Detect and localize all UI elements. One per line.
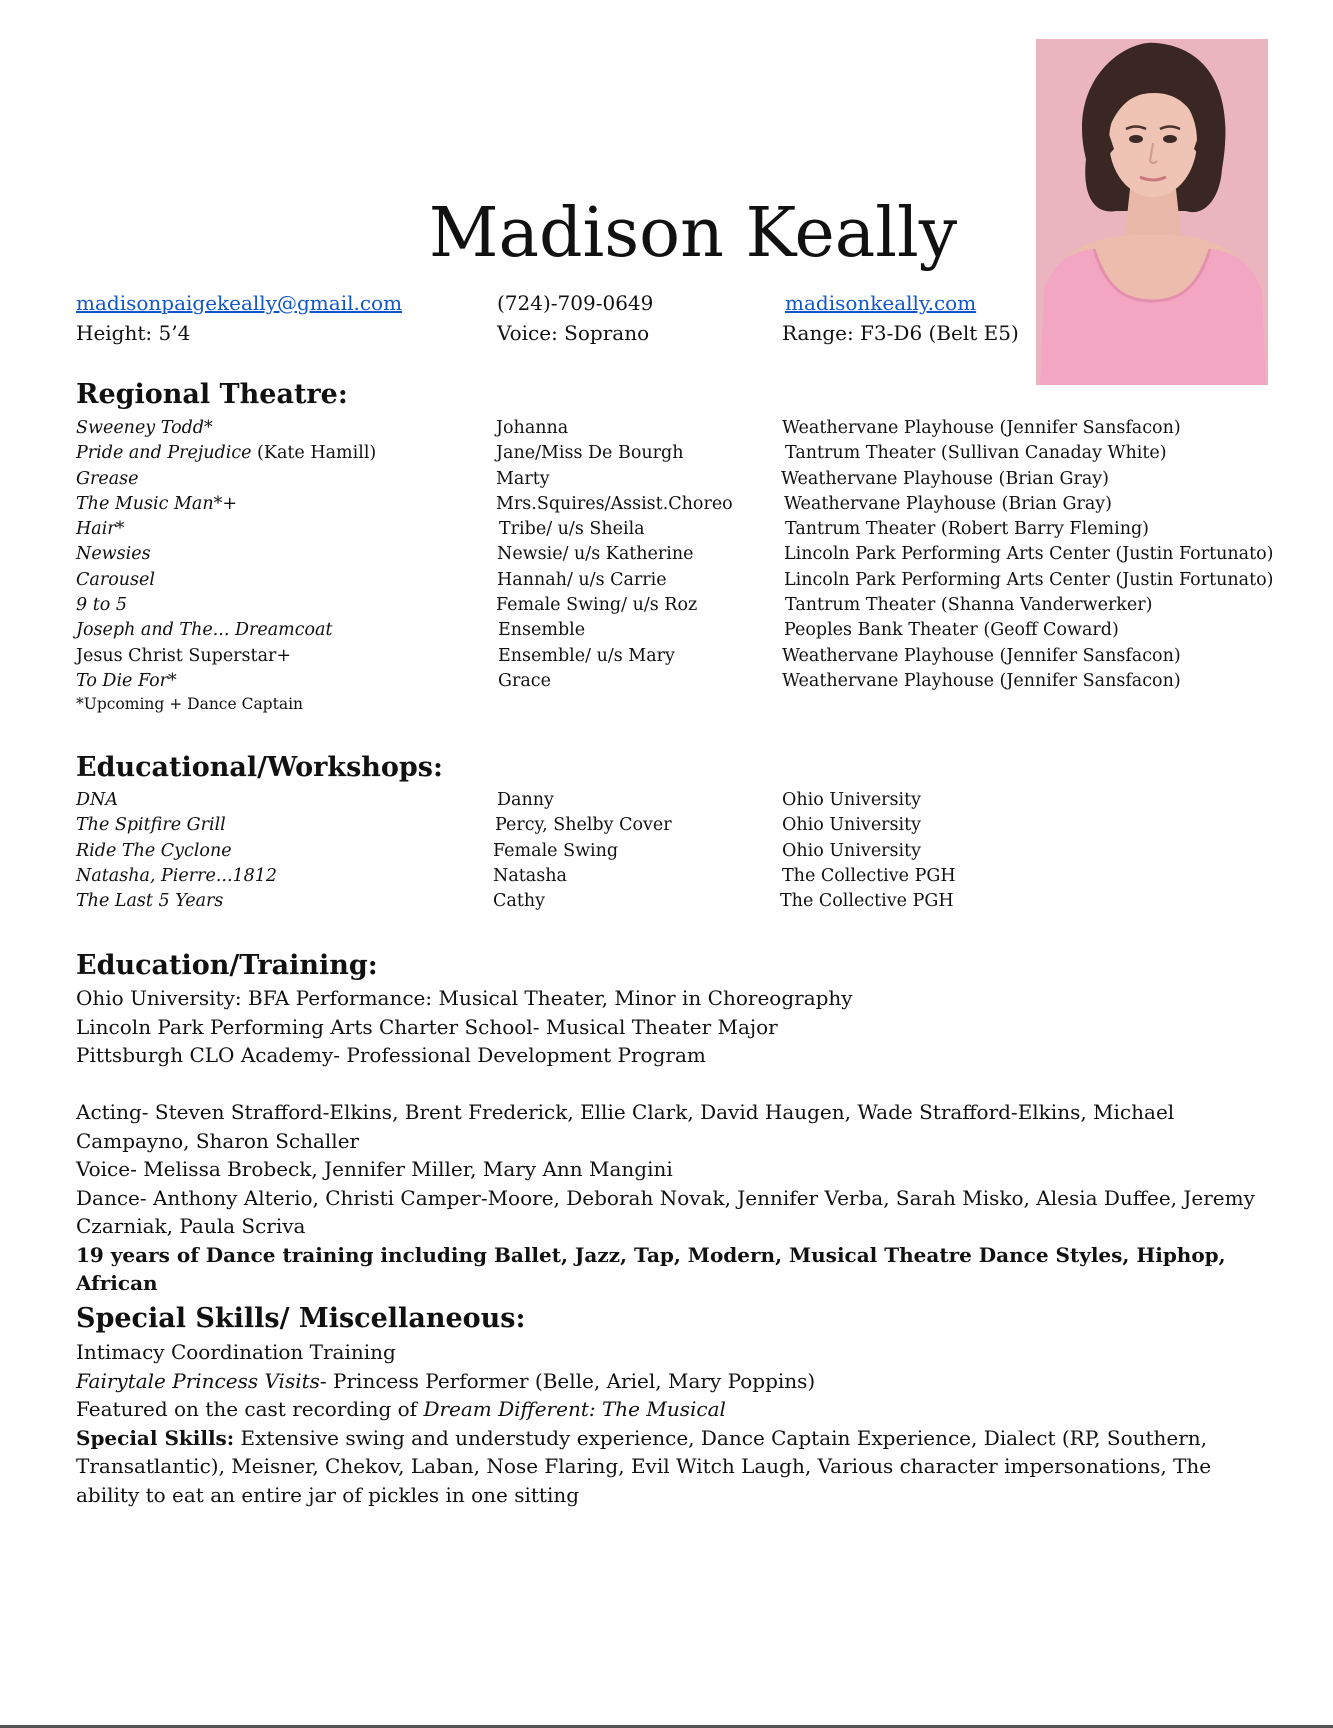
vocal-range: Range: F3-D6 (Belt E5) <box>782 321 1019 345</box>
credit-row <box>76 517 1276 542</box>
school-line: Ohio University: BFA Performance: Musical Theater, Minor in Choreography <box>76 986 853 1010</box>
fairytale-detail: - Princess Performer (Belle, Ariel, Mary Poppins) <box>319 1368 816 1393</box>
credit-row <box>76 813 1276 838</box>
credit-row <box>76 889 1276 914</box>
show-title: Grease <box>76 468 139 489</box>
credit-row <box>76 467 1276 492</box>
special-skills-text: Extensive swing and understudy experience, Dance Captain Experience, Dialect (RP, Southern, Transatlantic), Meisner, Chekov, Laban, Nose Flaring, Evil Witch Laugh, Various character impersonations, The ability to eat an entire jar of pickles in one sitting <box>76 1425 1212 1507</box>
fairytale-title: Fairytale Princess Visits <box>76 1368 320 1393</box>
phone-number: (724)-709-0649 <box>497 291 654 315</box>
credit-venue: Ohio University <box>782 790 922 810</box>
headshot-illustration <box>1036 39 1268 385</box>
credit-show <box>76 593 127 618</box>
show-title: To Die For* <box>76 670 177 691</box>
credit-row <box>76 864 1276 889</box>
intimacy-training: Intimacy Coordination Training <box>76 1340 396 1364</box>
show-title: The Music Man*+ <box>76 493 238 514</box>
credit-role: Cathy <box>493 891 546 912</box>
credit-role: Jane/Miss De Bourgh <box>496 443 684 464</box>
credit-venue: Weathervane Playhouse (Brian Gray) <box>781 468 1109 489</box>
credit-row <box>76 416 1276 441</box>
credit-show: The Spitfire Grill <box>76 815 226 836</box>
credit-show <box>76 644 291 669</box>
credit-row <box>76 618 1276 643</box>
credit-role: Johanna <box>496 418 569 438</box>
fairytale-line <box>76 1367 1266 1396</box>
education-training-heading: Education/Training: <box>76 950 378 981</box>
skills-block <box>76 1338 1266 1509</box>
voice-teachers: Voice- Melissa Brobeck, Jennifer Miller, Mary Ann Mangini <box>76 1157 673 1181</box>
credit-venue: Tantrum Theater (Shanna Vanderwerker) <box>785 595 1153 616</box>
show-title: Jesus Christ Superstar+ <box>76 645 292 666</box>
show-title: Pride and Prejudice <box>76 443 252 464</box>
credit-show <box>76 517 124 542</box>
credit-role: Female Swing <box>493 840 619 861</box>
credit-role: Ensemble <box>498 620 586 641</box>
dance-teachers: Dance- Anthony Alterio, Christi Camper-Moore, Deborah Novak, Jennifer Verba, Sarah Misko, Alesia Duffee, Jeremy Czarniak, Paula Scriva <box>76 1185 1255 1238</box>
email-field <box>76 288 402 318</box>
credit-show <box>76 492 237 517</box>
regional-theatre-heading: Regional Theatre: <box>76 379 348 410</box>
credit-venue: Tantrum Theater (Robert Barry Fleming) <box>785 519 1150 540</box>
credit-role: Grace <box>498 670 551 691</box>
credit-row <box>76 441 1276 466</box>
credit-show <box>76 467 138 492</box>
educational-credits-list <box>76 788 1276 914</box>
credit-row <box>76 644 1276 669</box>
credits-footnote: *Upcoming + Dance Captain <box>76 695 304 713</box>
credit-show <box>76 542 151 567</box>
credit-row <box>76 788 1276 813</box>
credit-role: Hannah/ u/s Carrie <box>497 569 667 590</box>
credit-role: Marty <box>496 468 550 489</box>
credit-row <box>76 839 1276 864</box>
credit-venue: Ohio University <box>782 840 922 861</box>
show-title: Newsies <box>76 544 151 565</box>
credit-show <box>76 618 333 643</box>
dance-training-summary: 19 years of Dance training including Ballet, Jazz, Tap, Modern, Musical Theatre Dance Styles, Hiphop, African <box>76 1242 1226 1295</box>
school-line: Pittsburgh CLO Academy- Professional Development Program <box>76 1043 706 1067</box>
credit-row <box>76 669 1276 694</box>
credit-show <box>76 441 376 466</box>
credit-row <box>76 593 1276 618</box>
credit-show: DNA <box>76 790 118 810</box>
show-title: Hair* <box>76 519 125 540</box>
credit-role: Ensemble/ u/s Mary <box>498 645 675 666</box>
show-playwright: (Kate Hamill) <box>251 443 377 464</box>
show-title: Carousel <box>76 569 155 590</box>
actor-name: Madison Keally <box>428 193 958 273</box>
credit-venue: The Collective PGH <box>780 891 954 912</box>
show-title: 9 to 5 <box>76 595 127 616</box>
email-link[interactable]: madisonpaigekeally@gmail.com <box>76 291 403 315</box>
credit-row <box>76 568 1276 593</box>
training-block <box>76 984 1266 1298</box>
credit-role: Tribe/ u/s Sheila <box>499 519 645 540</box>
website-field <box>785 288 976 318</box>
credit-venue: Ohio University <box>782 815 922 836</box>
credit-venue: Weathervane Playhouse (Jennifer Sansfacon) <box>782 670 1181 691</box>
headshot-photo <box>1036 39 1268 385</box>
credit-venue: Weathervane Playhouse (Brian Gray) <box>784 493 1112 514</box>
credit-role: Natasha <box>493 865 567 886</box>
voice-type: Voice: Soprano <box>497 321 650 345</box>
show-title: Sweeney Todd* <box>76 418 213 438</box>
featured-prefix: Featured on the cast recording of <box>76 1397 424 1421</box>
special-skills-heading: Special Skills/ Miscellaneous: <box>76 1303 526 1334</box>
show-title: Joseph and The... Dreamcoat <box>76 620 333 641</box>
special-skills-line <box>76 1424 1266 1510</box>
credit-venue: Lincoln Park Performing Arts Center (Justin Fortunato) <box>784 544 1274 565</box>
credit-venue: Peoples Bank Theater (Geoff Coward) <box>784 620 1119 641</box>
credit-venue: The Collective PGH <box>782 865 956 886</box>
spacer <box>76 1070 1266 1099</box>
educational-workshops-heading: Educational/Workshops: <box>76 752 443 783</box>
credit-show: Ride The Cyclone <box>76 840 232 861</box>
credit-row <box>76 542 1276 567</box>
height-stat: Height: 5’4 <box>76 321 191 345</box>
credit-role: Mrs.Squires/Assist.Choreo <box>496 493 733 514</box>
acting-teachers: Acting- Steven Strafford-Elkins, Brent Frederick, Ellie Clark, David Haugen, Wade Strafford-Elkins, Michael Campayno, Sharon Schaller <box>76 1100 1175 1153</box>
credit-role: Newsie/ u/s Katherine <box>497 544 694 565</box>
credit-role: Danny <box>497 790 554 810</box>
credit-venue: Lincoln Park Performing Arts Center (Justin Fortunato) <box>784 569 1274 590</box>
credit-show <box>76 669 177 694</box>
credit-role: Percy, Shelby Cover <box>495 815 672 836</box>
featured-title: Dream Different: The Musical <box>423 1397 726 1421</box>
credit-show <box>76 568 155 593</box>
credit-show: Natasha, Pierre...1812 <box>76 865 278 886</box>
credit-row <box>76 492 1276 517</box>
website-link[interactable]: madisonkeally.com <box>785 291 977 315</box>
credit-show <box>76 416 213 441</box>
credit-venue: Tantrum Theater (Sullivan Canaday White) <box>785 443 1167 464</box>
credit-venue: Weathervane Playhouse (Jennifer Sansfacon) <box>782 418 1181 438</box>
school-line: Lincoln Park Performing Arts Charter School- Musical Theater Major <box>76 1014 778 1039</box>
special-skills-label: Special Skills: <box>76 1425 235 1450</box>
featured-line <box>76 1395 1266 1424</box>
credit-role: Female Swing/ u/s Roz <box>496 595 698 616</box>
credit-show: The Last 5 Years <box>76 891 224 912</box>
credit-venue: Weathervane Playhouse (Jennifer Sansfacon) <box>782 645 1181 666</box>
regional-credits-list <box>76 416 1276 694</box>
